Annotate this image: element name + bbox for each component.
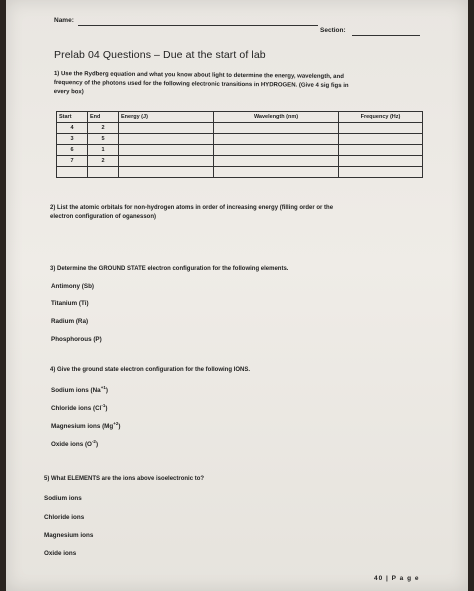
page-number: 40 | P a g e xyxy=(374,575,420,582)
cell-wavelength[interactable] xyxy=(214,134,339,145)
element-item: Antimony (Sb) xyxy=(51,283,95,290)
element-item: Titanium (Ti) xyxy=(51,300,89,307)
name-line xyxy=(78,25,318,26)
cell-energy[interactable] xyxy=(119,145,214,156)
cell-energy[interactable] xyxy=(119,156,214,167)
table-row xyxy=(57,134,423,145)
ion-item: Magnesium ions $(Mg^{+2})$ xyxy=(51,421,121,431)
question-2-line-1: 2) List the atomic orbitals for non-hydrogen atoms in order of increasing energy (filling order or the xyxy=(50,205,334,211)
header-energy: Energy (J) xyxy=(119,112,214,123)
cell-frequency[interactable] xyxy=(339,123,423,134)
header-frequency: Frequency (Hz) xyxy=(339,112,423,123)
cell-wavelength[interactable] xyxy=(214,145,339,156)
isoelectronic-item: Sodium ions xyxy=(44,495,82,502)
cell-end: 1 xyxy=(88,145,119,156)
element-item: Phosphorous (P) xyxy=(51,336,102,343)
ion-item: Oxide ions $(O^{-2})$ xyxy=(51,439,99,449)
question-3: 3) Determine the GROUND STATE electron configuration for the following elements. xyxy=(50,266,289,272)
name-label: Name: xyxy=(54,17,74,24)
cell-end: 5 xyxy=(88,134,119,145)
cell-start: 6 xyxy=(57,145,88,156)
isoelectronic-item: Magnesium ions xyxy=(44,532,94,539)
cell-frequency[interactable] xyxy=(339,156,423,167)
header-start: Start xyxy=(57,112,88,123)
cell-start: 4 xyxy=(57,123,88,134)
cell-energy[interactable] xyxy=(119,123,214,134)
cell-wavelength[interactable] xyxy=(214,123,339,134)
isoelectronic-item: Chloride ions xyxy=(44,514,85,521)
section-line xyxy=(352,35,420,36)
table-row xyxy=(57,167,423,178)
question-1 xyxy=(54,70,434,101)
table-header-row xyxy=(57,112,423,123)
cell-frequency[interactable] xyxy=(339,134,423,145)
table-row xyxy=(57,145,423,156)
section-label: Section: xyxy=(320,27,346,34)
question-1-line-3: every box) xyxy=(53,88,84,96)
isoelectronic-item: Oxide ions xyxy=(44,550,77,557)
cell-frequency[interactable] xyxy=(339,145,423,156)
question-5: 5) What ELEMENTS are the ions above isoelectronic to? xyxy=(44,476,205,482)
cell-start: 3 xyxy=(57,134,88,145)
question-1-line-2: frequency of the photons used for the following electronic transitions in HYDROGEN. (Give 4 sig figs in xyxy=(53,79,349,90)
question-4: 4) Give the ground state electron configuration for the following IONS. xyxy=(50,367,251,373)
ion-item: Sodium ions $(Na^{+1})$ xyxy=(51,385,108,395)
page-title: Prelab 04 Questions – Due at the start of lab xyxy=(54,49,266,61)
cell-wavelength[interactable] xyxy=(214,156,339,167)
table-row xyxy=(57,156,423,167)
transitions-table xyxy=(56,111,423,178)
element-item: Radium (Ra) xyxy=(51,318,89,325)
cell-end: 2 xyxy=(88,156,119,167)
question-2-line-2: electron configuration of oganesson) xyxy=(50,214,157,220)
header-wavelength: Wavelength (nm) xyxy=(214,112,339,123)
cell-end: 2 xyxy=(88,123,119,134)
cell-start: 7 xyxy=(57,156,88,167)
question-1-line-1: 1) Use the Rydberg equation and what you know about light to determine the energy, wavelength, and xyxy=(53,70,344,81)
header-end: End xyxy=(88,112,119,123)
cell-energy[interactable] xyxy=(119,134,214,145)
table-row xyxy=(57,123,423,134)
ion-item: Chloride ions $(Cl^{-1})$ xyxy=(51,403,108,413)
question-2 xyxy=(50,204,430,222)
worksheet-page xyxy=(6,0,468,591)
